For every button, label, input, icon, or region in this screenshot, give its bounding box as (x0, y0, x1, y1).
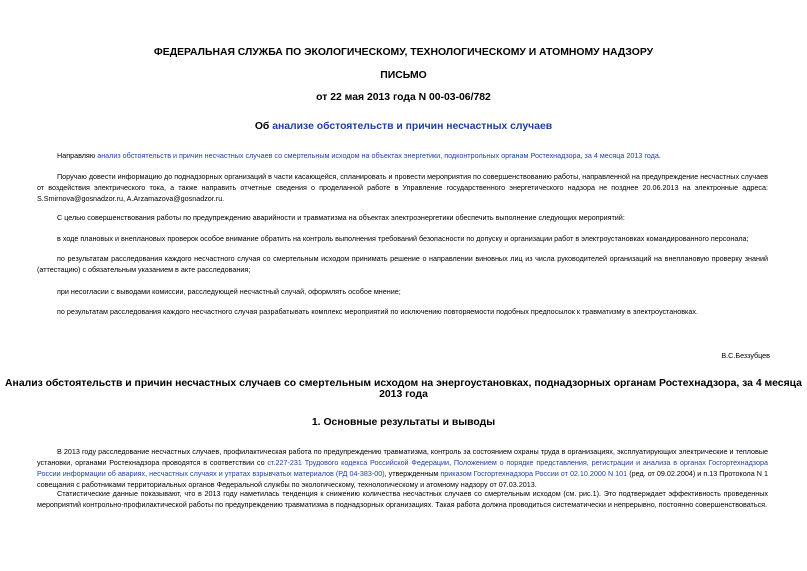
letter-paragraph-5 (37, 253, 768, 275)
q2-text: Статистические данные показывают, что в 2013 году наметилась тенденция к снижению количества несчастных случаев со смертельным исходом (см. рис.1). Это подтверждает эффективность проведенных мероприятий контрольно-профилактической работы по предупреждению травматизма в поднадзорных организациях. Такая работа должна проводиться систематически и непрерывно, постоянно совершенствоваться. (37, 489, 768, 509)
p3-text: С целью совершенствования работы по предупреждению аварийности и травматизма на объектах электроэнергетики обеспечить выполнение следующих мероприятий: (57, 213, 625, 222)
p5-text: по результатам расследования каждого несчастного случая со смертельным исходом принимать решение о направлении виновных лиц из числа руководителей организаций на внеплановую проверку знаний (аттестацию) с обязательным указанием в акте расследования; (37, 254, 768, 274)
regulation-link[interactable]: Положением о порядке представления, регистрации и анализа в органах Госгортехнадзора России информации об авариях, несчастных случаях и утратах взрывчатых материалов (РД 04-383-00) (37, 458, 768, 478)
labor-code-link[interactable]: ст.227-231 Трудового кодекса Российской Федерации (267, 458, 450, 467)
subject-prefix: Об (254, 121, 273, 132)
letter-paragraph-2 (37, 171, 768, 204)
document-date-number: от 22 мая 2013 года N 00-03-06/782 (316, 92, 491, 103)
letter-paragraph-6 (37, 286, 768, 297)
document-subject (0, 121, 807, 132)
letter-paragraph-1 (37, 150, 768, 161)
p6-text: при несогласии с выводами комиссии, расследующей несчастный случай, оформлять особое мнение; (57, 287, 401, 296)
order-link[interactable]: приказом Госгортехнадзора России от 02.10.2000 N 101 (440, 469, 628, 478)
analysis-paragraph-1 (37, 446, 768, 490)
q1-text-d: (ред. от 09.02.2004) и п.13 Протокола N 1 совещания с работниками территориальных органов Федеральной службы по экологическому, технологическому и атомному надзору от 07.03.2013. (37, 469, 768, 489)
letter-paragraph-3 (37, 212, 768, 223)
q1-text-c: , утвержденным (384, 469, 441, 478)
analysis-link[interactable]: анализ обстоятельств и причин несчастных случаев со смертельным исходом на объектах энергетики, подконтрольных органам Ростехнадзора, за 4 месяца 2013 года (97, 151, 659, 160)
p7-text: по результатам расследования каждого несчастного случая разрабатывать комплекс мероприятий по исключению повторяемости подобных предпосылок к травматизму в электроустановках. (57, 307, 698, 316)
signature: В.С.Беззубцев (721, 351, 770, 360)
q1-text-b: , (449, 458, 454, 467)
p2-text: Поручаю довести информацию до поднадзорных организаций в части касающейся, спланировать и провести мероприятия по совершенствованию работы, направленной на предупреждение несчастных случаев от воздействия электрического тока, а также направить отчетные сведения о проделанной работе в Управление государственного энергетического надзора не позднее 20.06.2013 на электронные адреса: S.Smirnova@gosnadzor.ru, A.Arzamazova@gosnadzor.ru. (37, 172, 768, 203)
p1-suffix: . (658, 151, 661, 160)
document-type: ПИСЬМО (380, 70, 427, 81)
letter-paragraph-4 (37, 233, 768, 244)
letter-paragraph-7 (37, 306, 768, 317)
subject-link[interactable]: анализе обстоятельств и причин несчастных случаев (272, 121, 553, 132)
analysis-paragraph-2 (37, 488, 768, 510)
analysis-title: Анализ обстоятельств и причин несчастных случаев со смертельным исходом на энергоустановках, поднадзорных органам Ростехнадзора, за 4 месяца 2013 года (5, 378, 802, 400)
p1-prefix: Направляю (57, 151, 98, 160)
agency-title: ФЕДЕРАЛЬНАЯ СЛУЖБА ПО ЭКОЛОГИЧЕСКОМУ, ТЕХНОЛОГИЧЕСКОМУ И АТОМНОМУ НАДЗОРУ (153, 47, 654, 58)
q1-text-a: В 2013 году расследование несчастных случаев, профилактическая работа по предупреждению травматизма, контроль за состоянием охраны труда в организациях, эксплуатирующих электрические и тепловые установки, органами Ростехнадзора проводятся в соответствии со (37, 447, 768, 467)
p4-text: в ходе плановых и внеплановых проверок особое внимание обратить на контроль выполнения требований безопасности по допуску и организации работ в электроустановках командированного персонала; (57, 234, 749, 243)
section-title: 1. Основные результаты и выводы (311, 417, 496, 428)
